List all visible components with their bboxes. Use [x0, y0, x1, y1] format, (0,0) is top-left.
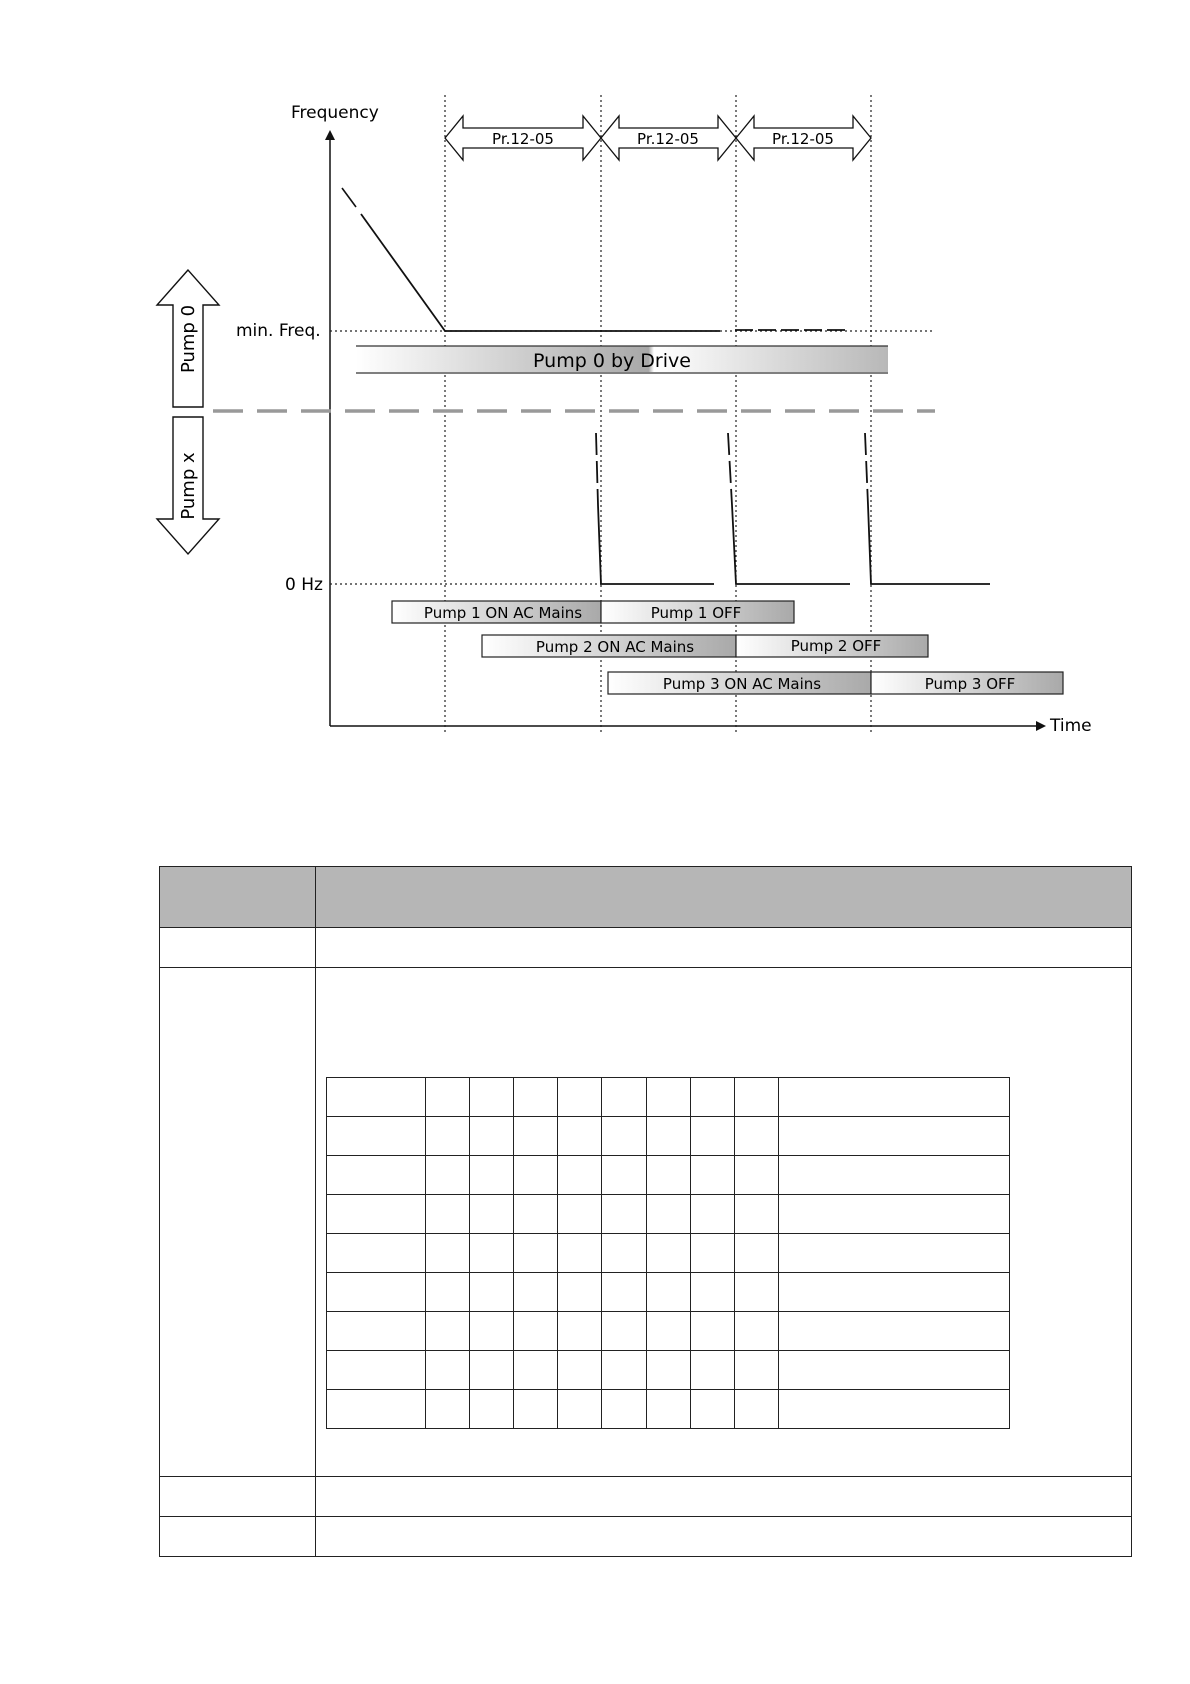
grid-row [327, 1156, 1010, 1195]
table-header-row [160, 867, 1132, 928]
grid-cell [470, 1351, 514, 1390]
grid-cell [426, 1390, 470, 1429]
grid-cell [691, 1312, 735, 1351]
grid-cell [470, 1234, 514, 1273]
grid-cell [470, 1390, 514, 1429]
grid-cell [327, 1390, 426, 1429]
min-freq-label: min. Freq. [236, 321, 321, 341]
grid-cell [779, 1273, 1010, 1312]
grid-cell [327, 1312, 426, 1351]
table-cell [160, 1517, 316, 1557]
grid-row [327, 1234, 1010, 1273]
grid-cell [602, 1156, 647, 1195]
grid-cell [426, 1351, 470, 1390]
table-cell [160, 968, 316, 1477]
grid-cell [558, 1351, 602, 1390]
grid-row [327, 1078, 1010, 1117]
grid-cell [735, 1156, 779, 1195]
grid-cell [426, 1273, 470, 1312]
table-row [160, 928, 1132, 968]
grid-cell [327, 1078, 426, 1117]
grid-cell [647, 1195, 691, 1234]
grid-cell [735, 1273, 779, 1312]
grid-cell [514, 1312, 558, 1351]
table-row [160, 1477, 1132, 1517]
grid-cell [735, 1195, 779, 1234]
table-cell [316, 928, 1132, 968]
grid-row [327, 1195, 1010, 1234]
grid-cell [327, 1273, 426, 1312]
grid-row [327, 1351, 1010, 1390]
grid-cell [647, 1234, 691, 1273]
interval-label: Pr.12-05 [772, 130, 834, 148]
grid-cell [558, 1390, 602, 1429]
pump0-frequency-curve [361, 214, 720, 331]
interval-label: Pr.12-05 [637, 130, 699, 148]
grid-cell [779, 1312, 1010, 1351]
grid-cell [647, 1078, 691, 1117]
grid-cell [470, 1195, 514, 1234]
grid-cell [558, 1273, 602, 1312]
pump1-off-label: Pump 1 OFF [650, 604, 742, 622]
grid-cell [735, 1078, 779, 1117]
grid-cell [514, 1156, 558, 1195]
grid-cell [602, 1312, 647, 1351]
grid-cell [514, 1078, 558, 1117]
grid-cell [327, 1117, 426, 1156]
pump0-frequency-ramp [342, 188, 356, 207]
grid-cell [514, 1273, 558, 1312]
grid-cell [691, 1273, 735, 1312]
grid-cell [558, 1156, 602, 1195]
grid-cell [602, 1273, 647, 1312]
grid-cell [514, 1117, 558, 1156]
grid-cell [426, 1195, 470, 1234]
grid-cell [327, 1156, 426, 1195]
table-cell [316, 1477, 1132, 1517]
grid-cell [779, 1117, 1010, 1156]
grid-cell [647, 1312, 691, 1351]
grid-cell [327, 1351, 426, 1390]
grid-cell [779, 1195, 1010, 1234]
pump0-up-arrow [157, 270, 219, 407]
grid-cell [691, 1351, 735, 1390]
grid-cell [514, 1351, 558, 1390]
grid-cell [470, 1312, 514, 1351]
pump3-off-label: Pump 3 OFF [924, 675, 1016, 693]
grid-cell [779, 1351, 1010, 1390]
pump2-off-label: Pump 2 OFF [790, 637, 882, 655]
table-header-cell [316, 867, 1132, 928]
grid-cell [470, 1078, 514, 1117]
grid-cell [735, 1234, 779, 1273]
pump0-arrow-label: Pump 0 [178, 304, 199, 374]
grid-cell [779, 1078, 1010, 1117]
grid-cell [602, 1195, 647, 1234]
pump2-on-label: Pump 2 ON AC Mains [535, 638, 695, 656]
grid-cell [779, 1234, 1010, 1273]
pumpx-frequency-drops [596, 433, 990, 584]
pump2-bars [482, 635, 928, 657]
grid-cell [558, 1117, 602, 1156]
grid-cell [647, 1390, 691, 1429]
grid-cell [426, 1234, 470, 1273]
grid-cell [514, 1195, 558, 1234]
grid-cell [691, 1078, 735, 1117]
table-row [160, 1517, 1132, 1557]
grid-cell [647, 1156, 691, 1195]
grid-cell [735, 1351, 779, 1390]
grid-cell [602, 1078, 647, 1117]
grid-cell [647, 1273, 691, 1312]
grid-cell [426, 1117, 470, 1156]
grid-cell [426, 1078, 470, 1117]
grid-row [327, 1117, 1010, 1156]
grid-cell [558, 1078, 602, 1117]
pumpx-arrow-label: Pump x [178, 452, 199, 520]
grid-cell [779, 1156, 1010, 1195]
pump0-drive-bar-label: Pump 0 by Drive [533, 350, 691, 372]
grid-cell [602, 1117, 647, 1156]
grid-cell [558, 1195, 602, 1234]
pump-cascade-timing-diagram [0, 0, 1190, 770]
table-cell [160, 1477, 316, 1517]
interval-arrow-2 [601, 116, 736, 160]
pump3-bars [608, 672, 1063, 694]
grid-cell [327, 1195, 426, 1234]
table-cell [316, 1517, 1132, 1557]
grid-cell [735, 1117, 779, 1156]
grid-cell [735, 1312, 779, 1351]
y-axis-arrowhead [325, 130, 335, 140]
interval-label: Pr.12-05 [492, 130, 554, 148]
grid-cell [470, 1156, 514, 1195]
grid-cell [558, 1312, 602, 1351]
inner-grid-table [326, 1077, 1010, 1429]
pump1-on-label: Pump 1 ON AC Mains [423, 604, 583, 622]
pumpx-down-arrow [157, 417, 219, 554]
pump1-bars [392, 601, 794, 623]
grid-cell [514, 1234, 558, 1273]
grid-cell [426, 1156, 470, 1195]
grid-cell [602, 1390, 647, 1429]
table-header-cell [160, 867, 316, 928]
grid-cell [691, 1156, 735, 1195]
grid-cell [470, 1273, 514, 1312]
grid-cell [602, 1234, 647, 1273]
grid-cell [647, 1351, 691, 1390]
grid-cell [327, 1234, 426, 1273]
grid-cell [691, 1195, 735, 1234]
grid-row [327, 1312, 1010, 1351]
interval-arrow-1 [445, 116, 601, 160]
grid-cell [470, 1117, 514, 1156]
grid-row [327, 1273, 1010, 1312]
grid-cell [691, 1390, 735, 1429]
grid-cell [691, 1234, 735, 1273]
grid-row [327, 1390, 1010, 1429]
grid-cell [514, 1390, 558, 1429]
grid-cell [602, 1351, 647, 1390]
table-cell [160, 928, 316, 968]
grid-cell [558, 1234, 602, 1273]
grid-cell [426, 1312, 470, 1351]
x-axis-label: Time [1050, 716, 1092, 736]
pump3-on-label: Pump 3 ON AC Mains [662, 675, 822, 693]
zero-hz-label: 0 Hz [285, 575, 323, 595]
grid-cell [647, 1117, 691, 1156]
interval-arrow-3 [736, 116, 871, 160]
y-axis-label: Frequency [291, 103, 379, 123]
x-axis-arrowhead [1036, 721, 1046, 731]
grid-cell [691, 1117, 735, 1156]
grid-cell [779, 1390, 1010, 1429]
grid-cell [735, 1390, 779, 1429]
